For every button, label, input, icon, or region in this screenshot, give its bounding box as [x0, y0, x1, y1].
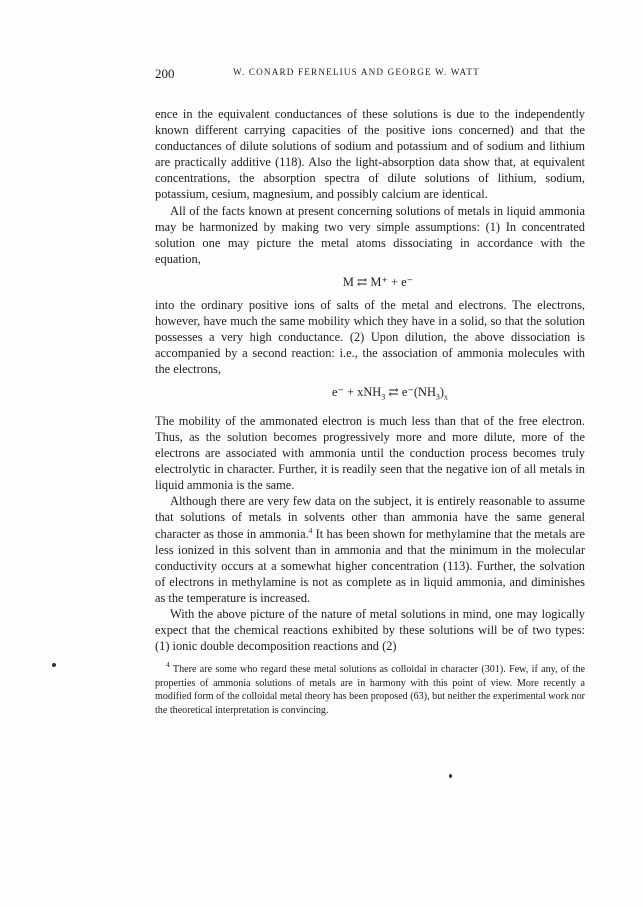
eq2-sub1: 3 — [381, 392, 386, 402]
eq2-part3: ) — [439, 385, 445, 400]
eq2-part1: e⁻ + xNH — [331, 385, 382, 400]
paragraph-assumptions: All of the facts known at present concerning solutions of metals in liquid ammonia may be harmonized by making two very simple assumptions: (1) In concentrated solution one may picture the metal atoms dissociating in accordance with the equation, — [155, 203, 585, 266]
margin-speck — [52, 663, 56, 667]
running-header — [155, 66, 585, 84]
footnote-marker: 4 — [308, 525, 313, 535]
paragraph-continuation: ence in the equivalent conductances of these solutions is due to the independently known different carrying capacities of the positive ions concerned) and that the conductances of dilute solutions of sodium and potassium and of sodium and lithium are practically additive (118). Also the light-absorption data show that, at equivalent concentrations, the absorption spectra of dilute solutions of lithium, sodium, potassium, cesium, magnesium, and possibly calcium are identical. — [155, 107, 585, 202]
footnote-text: There are some who regard these metal solutions as colloidal in character (301). Few, if any, of the properties of ammonia solutions of metals are in harmony with this point of view. More recently a modified form of the colloidal metal theory has been proposed (63), but neither the experimental work nor the theoretical interpretation is convincing. — [155, 664, 586, 716]
methylamine-text: It has been shown for methylamine that the metals are less ionized in this solvent than in ammonia and that the minimum in the molecular conductivity occurs at a somewhat higher concentration (113). Further, the solvation of electrons in methylamine is not as complete as in liquid ammonia, and diminishes as the temperature is increased. — [155, 526, 585, 605]
paragraph-electrons: into the ordinary positive ions of salts of the metal and electrons. The electrons, however, have much the same mobility which they have in a solid, so that the solution possesses a very high conductance. (2) Upon dilution, the above dissociation is accompanied by a second reaction: i.e., the association of ammonia molecules with the electrons, — [155, 297, 585, 377]
equation-dissociation: M ⇄ M⁺ + e⁻ — [342, 274, 414, 289]
eq2-sub3: x — [444, 392, 449, 402]
page-number: 200 — [155, 66, 175, 81]
eq2-sub2: 3 — [435, 392, 440, 402]
bottom-speck — [449, 774, 452, 778]
eq2-part2: ⇄ e⁻(NH — [385, 385, 436, 400]
equation-ammonation — [155, 377, 585, 412]
running-title: W. CONARD FERNELIUS AND GEORGE W. WATT — [233, 67, 480, 77]
paragraph-reaction-types: With the above picture of the nature of metal solutions in mind, one may logically expect that the chemical reactions exhibited by these solutions will be of two types: (1) ionic double decomposition reactions and (2) — [155, 607, 585, 654]
footnote-number: 4 — [166, 660, 170, 670]
page-body — [155, 66, 585, 717]
paragraph-other-solvents — [155, 493, 585, 606]
other-solvents-text: Although there are very few data on the subject, it is entirely reasonable to assume that solutions of metals in solvents other than ammonia have the same general character as those in ammonia. — [155, 494, 585, 541]
paragraph-mobility: The mobility of the ammonated electron is much less than that of the free electron. Thus, as the solution becomes progressively more and more dilute, more of the electrons are associated with ammonia until the conduction process becomes truly electrolytic in character. Further, it is readily seen that the negative ion of all metals in liquid ammonia is the same. — [155, 413, 585, 493]
footnote — [155, 660, 586, 717]
